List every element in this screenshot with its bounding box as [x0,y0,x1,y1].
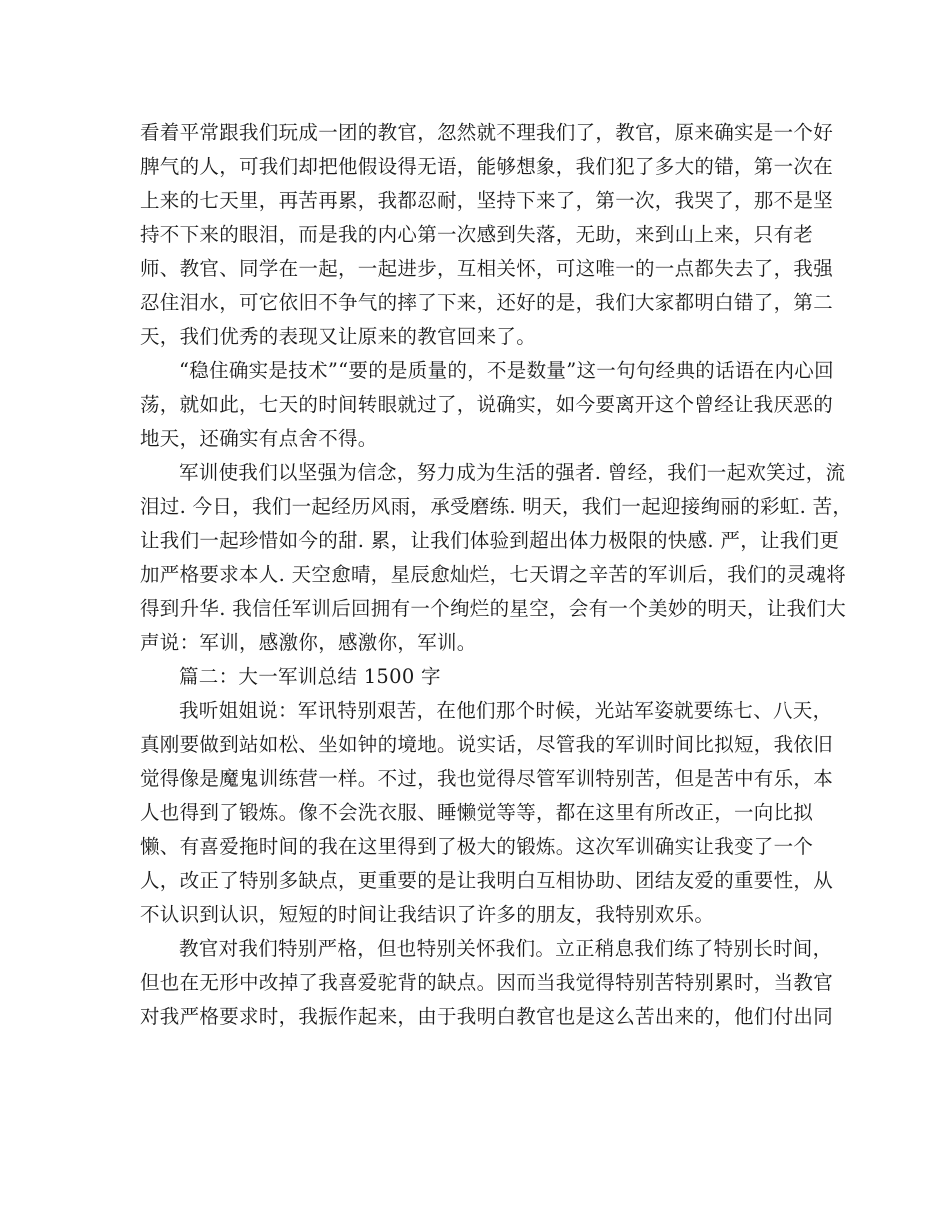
section-heading: 篇二：大一军训总结 1500 字 [179,665,441,688]
text-line: 得到升华. 我信任军训后回拥有一个绚烂的星空，会有一个美妙的明天，让我们大 [140,597,846,620]
text-line: 忍住泪水，可它依旧不争气的摔了下来，还好的是，我们大家都明白错了，第二 [140,291,834,314]
text-line: 对我严格要求时，我振作起来，由于我明白教官也是这么苦出来的，他们付出同 [140,1005,834,1028]
text-line: 看着平常跟我们玩成一团的教官，忽然就不理我们了，教官，原来确实是一个好 [140,121,834,144]
text-line: 脾气的人，可我们却把他假设得无语，能够想象，我们犯了多大的错，第一次在 [140,155,834,178]
text-line: 懒、有喜爱拖时间的我在这里得到了极大的锻炼。这次军训确实让我变了一个 [140,835,814,858]
text-line: 真刚要做到站如松、坐如钟的境地。说实话，尽管我的军训时间比拟短，我依旧 [140,733,834,756]
text-line: 荡，就如此，七天的时间转眼就过了，说确实，如今要离开这个曾经让我厌恶的 [140,393,834,416]
text-line: 人，改正了特别多缺点，更重要的是让我明白互相协助、团结友爱的重要性，从 [140,869,834,892]
text-line: 天，我们优秀的表现又让原来的教官回来了。 [140,325,537,348]
text-line: 地天，还确实有点舍不得。 [140,427,378,450]
text-line: 但也在无形中改掉了我喜爱驼背的缺点。因而当我觉得特别苦特别累时，当教官 [140,971,834,994]
paragraph-start-line: 军训使我们以坚强为信念，努力成为生活的强者. 曾经，我们一起欢笑过，流 [179,461,846,484]
text-line: 不认识到认识，短短的时间让我结识了许多的朋友，我特别欢乐。 [140,903,715,926]
text-line: 声说：军训，感激你，感激你，军训。 [140,631,477,654]
text-line: 师、教官、同学在一起，一起进步，互相关怀，可这唯一的一点都失去了，我强 [140,257,834,280]
text-line: 上来的七天里，再苦再累，我都忍耐，坚持下来了，第一次，我哭了，那不是坚 [140,189,834,212]
text-line: 人也得到了锻炼。像不会洗衣服、睡懒觉等等，都在这里有所改正，一向比拟 [140,801,814,824]
text-line: 泪过. 今日，我们一起经历风雨，承受磨练. 明天，我们一起迎接绚丽的彩虹. 苦， [140,495,853,518]
text-line: 加严格要求本人. 天空愈晴，星辰愈灿烂，七天谓之辛苦的军训后，我们的灵魂将 [140,563,846,586]
text-line: 让我们一起珍惜如今的甜. 累，让我们体验到超出体力极限的快感. 严，让我们更 [140,529,840,552]
paragraph-start-line: 我听姐姐说：军讯特别艰苦，在他们那个时候，光站军姿就要练七、八天， [179,699,833,722]
document-body [140,116,853,1034]
text-line: 觉得像是魔鬼训练营一样。不过，我也觉得尽管军训特别苦，但是苦中有乐，本 [140,767,834,790]
paragraph-start-line: “稳住确实是技术”“要的是质量的，不是数量”这一句句经典的话语在内心回 [179,359,834,382]
paragraph-start-line: 教官对我们特别严格，但也特别关怀我们。立正稍息我们练了特别长时间， [179,937,833,960]
text-line: 持不下来的眼泪，而是我的内心第一次感到失落，无助，来到山上来，只有老 [140,223,814,246]
